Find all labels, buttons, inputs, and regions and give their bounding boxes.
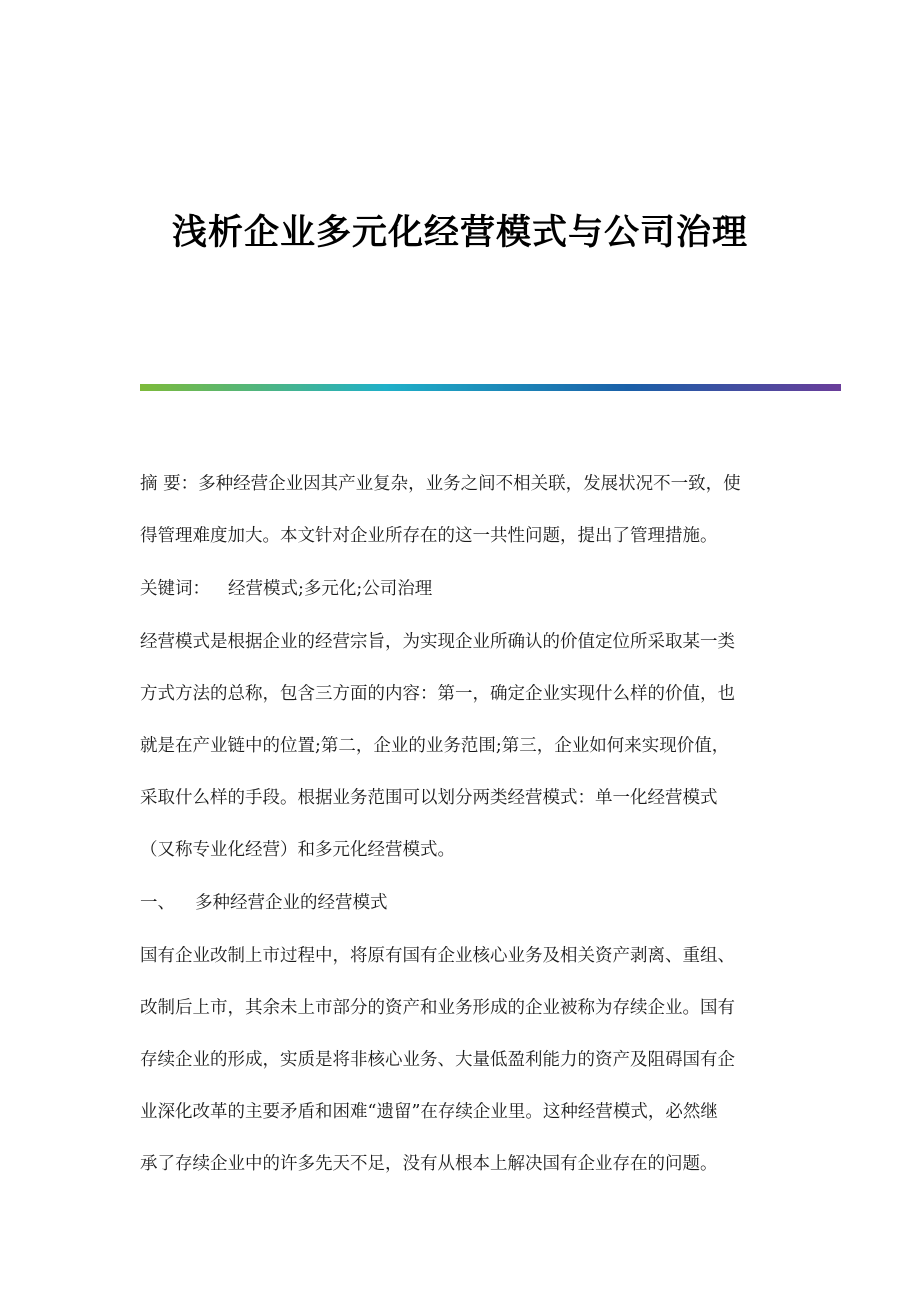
keywords-value: 经营模式;多元化;公司治理: [228, 579, 433, 599]
section-number: 一、: [140, 893, 175, 913]
intro-paragraph: [140, 628, 790, 864]
intro-line: 采取什么样的手段。根据业务范围可以划分两类经营模式：单一化经营模式: [140, 788, 718, 808]
document-title: 浅析企业多元化经营模式与公司治理: [171, 212, 748, 253]
keywords-label: 关键词：: [140, 579, 210, 599]
section-paragraph: [140, 942, 790, 1178]
intro-line: 方式方法的总称，包含三方面的内容：第一，确定企业实现什么样的价值，也: [140, 684, 735, 704]
abstract-paragraph: [140, 470, 790, 550]
intro-line: 就是在产业链中的位置;第二，企业的业务范围;第三，企业如何来实现价值，: [140, 736, 730, 756]
section-line: 存续企业的形成，实质是将非核心业务、大量低盈利能力的资产及阻碍国有企: [140, 1050, 735, 1070]
title-divider: [140, 384, 841, 391]
section-heading: [140, 889, 790, 917]
section-line: 业深化改革的主要矛盾和困难“遗留”在存续企业里。这种经营模式，必然继: [140, 1102, 718, 1122]
document-body: [140, 470, 790, 1203]
keywords-paragraph: [140, 575, 790, 603]
section-line: 国有企业改制上市过程中，将原有国有企业核心业务及相关资产剥离、重组、: [140, 946, 735, 966]
abstract-line: 得管理难度加大。本文针对企业所存在的这一共性问题，提出了管理措施。: [140, 526, 718, 546]
abstract-line: [140, 470, 790, 522]
intro-line: （又称专业化经营）和多元化经营模式。: [140, 840, 455, 860]
section-line: 承了存续企业中的许多先天不足，没有从根本上解决国有企业存在的问题。: [140, 1154, 718, 1174]
section-title: 多种经营企业的经营模式: [195, 893, 388, 913]
section-line: 改制后上市，其余未上市部分的资产和业务形成的企业被称为存续企业。国有: [140, 998, 735, 1018]
abstract-label: 摘 要：: [140, 474, 199, 494]
keywords-line: [140, 575, 790, 603]
abstract-text: 多种经营企业因其产业复杂，业务之间不相关联，发展状况不一致，使: [198, 474, 741, 494]
section-heading-line: [140, 889, 790, 917]
intro-line: 经营模式是根据企业的经营宗旨，为实现企业所确认的价值定位所采取某一类: [140, 632, 735, 652]
